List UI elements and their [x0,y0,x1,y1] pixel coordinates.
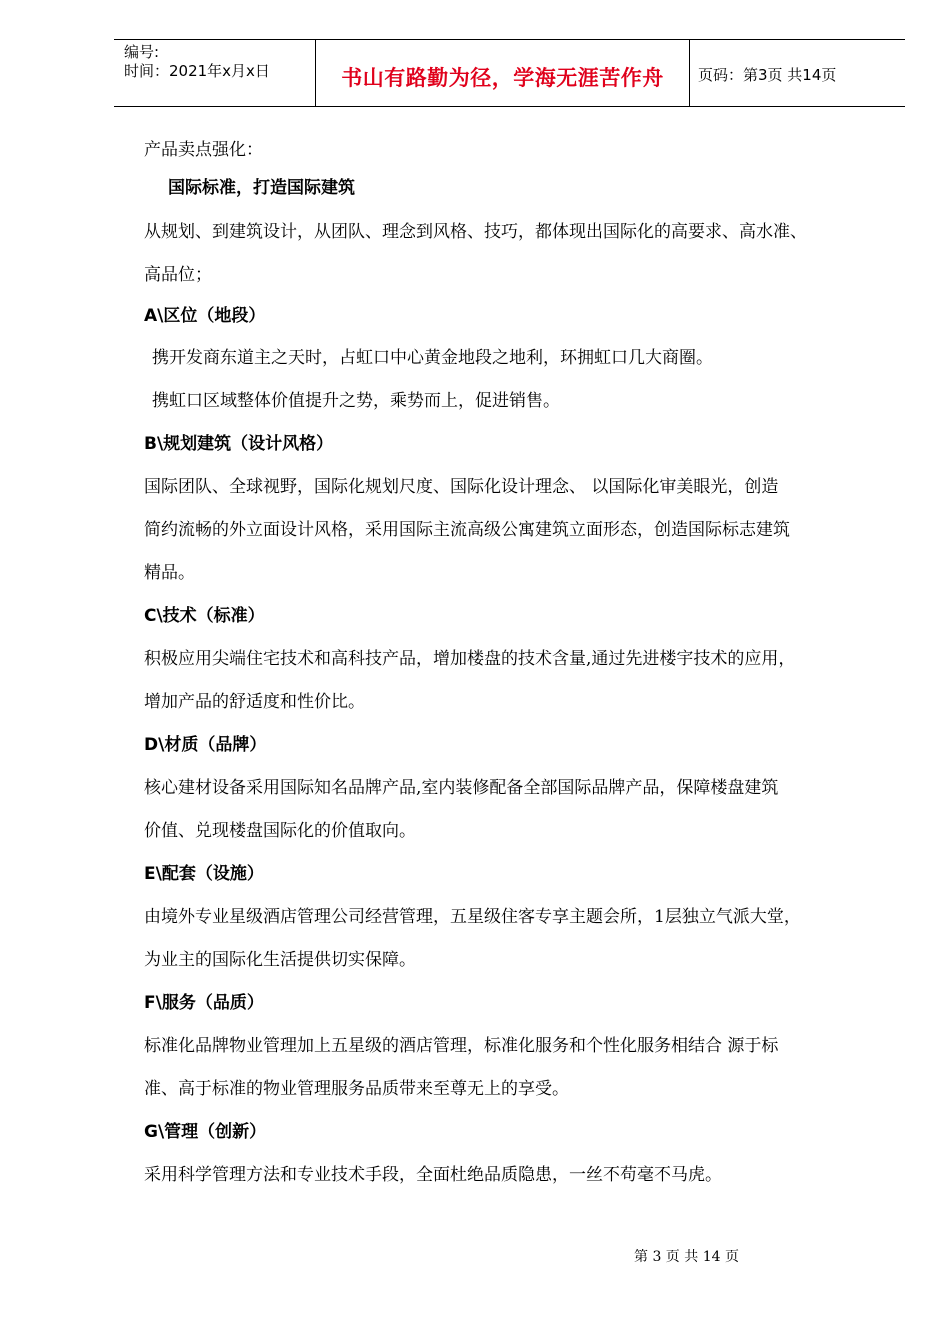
page-header [114,39,905,107]
paragraph-line: 准、高于标准的物业管理服务品质带来至尊无上的享受。 [144,1079,569,1099]
section-title-g: G\管理（创新） [144,1122,267,1142]
section-title-a: A\区位（地段） [144,306,266,326]
document-time-label: 时间：2021年x月x日 [124,62,270,80]
intro-text: 产品卖点强化： [144,140,263,160]
document-number-label: 编号: [124,43,160,61]
section-title-f: F\服务（品质） [144,993,264,1013]
header-motto: 书山有路勤为径，学海无涯苦作舟 [341,66,664,90]
header-page-info: 页码：第3页 共14页 [698,66,837,84]
paragraph-line: 简约流畅的外立面设计风格，采用国际主流高级公寓建筑立面形态，创造国际标志建筑 [144,520,790,540]
paragraph-line: 价值、兑现楼盘国际化的价值取向。 [144,821,416,841]
section-title-b: B\规划建筑（设计风格） [144,434,334,454]
paragraph-line: 携虹口区域整体价值提升之势，乘势而上，促进销售。 [152,391,560,411]
header-page-cell [690,40,905,106]
paragraph-line: 由境外专业星级酒店管理公司经营管理，五星级住客专享主题会所，1层独立气派大堂， [144,907,801,927]
paragraph-line: 增加产品的舒适度和性价比。 [144,692,365,712]
paragraph-line: 采用科学管理方法和专业技术手段，全面杜绝品质隐患，一丝不苟毫不马虎。 [144,1165,722,1185]
paragraph-line: 高品位； [144,265,212,285]
paragraph-line: 国际团队、全球视野，国际化规划尺度、国际化设计理念、 以国际化审美眼光，创造 [144,477,779,497]
paragraph-line: 精品。 [144,563,195,583]
section-title-d: D\材质（品牌） [144,735,267,755]
paragraph-line: 核心建材设备采用国际知名品牌产品,室内装修配备全部国际品牌产品，保障楼盘建筑 [144,778,779,798]
header-meta-cell [114,40,316,106]
headline: 国际标准，打造国际建筑 [168,178,355,198]
paragraph-line: 积极应用尖端住宅技术和高科技产品，增加楼盘的技术含量,通过先进楼宇技术的应用， [144,649,796,669]
header-motto-cell [316,40,690,106]
section-title-c: C\技术（标准） [144,606,265,626]
paragraph-line: 为业主的国际化生活提供切实保障。 [144,950,416,970]
paragraph-line: 标准化品牌物业管理加上五星级的酒店管理，标准化服务和个性化服务相结合 源于标 [144,1036,779,1056]
page-footer: 第 3 页 共 14 页 [634,1249,739,1265]
section-title-e: E\配套（设施） [144,864,264,884]
paragraph-line: 从规划、到建筑设计，从团队、理念到风格、技巧，都体现出国际化的高要求、高水准、 [144,222,807,242]
paragraph-line: 携开发商东道主之天时，占虹口中心黄金地段之地利，环拥虹口几大商圈。 [152,348,713,368]
